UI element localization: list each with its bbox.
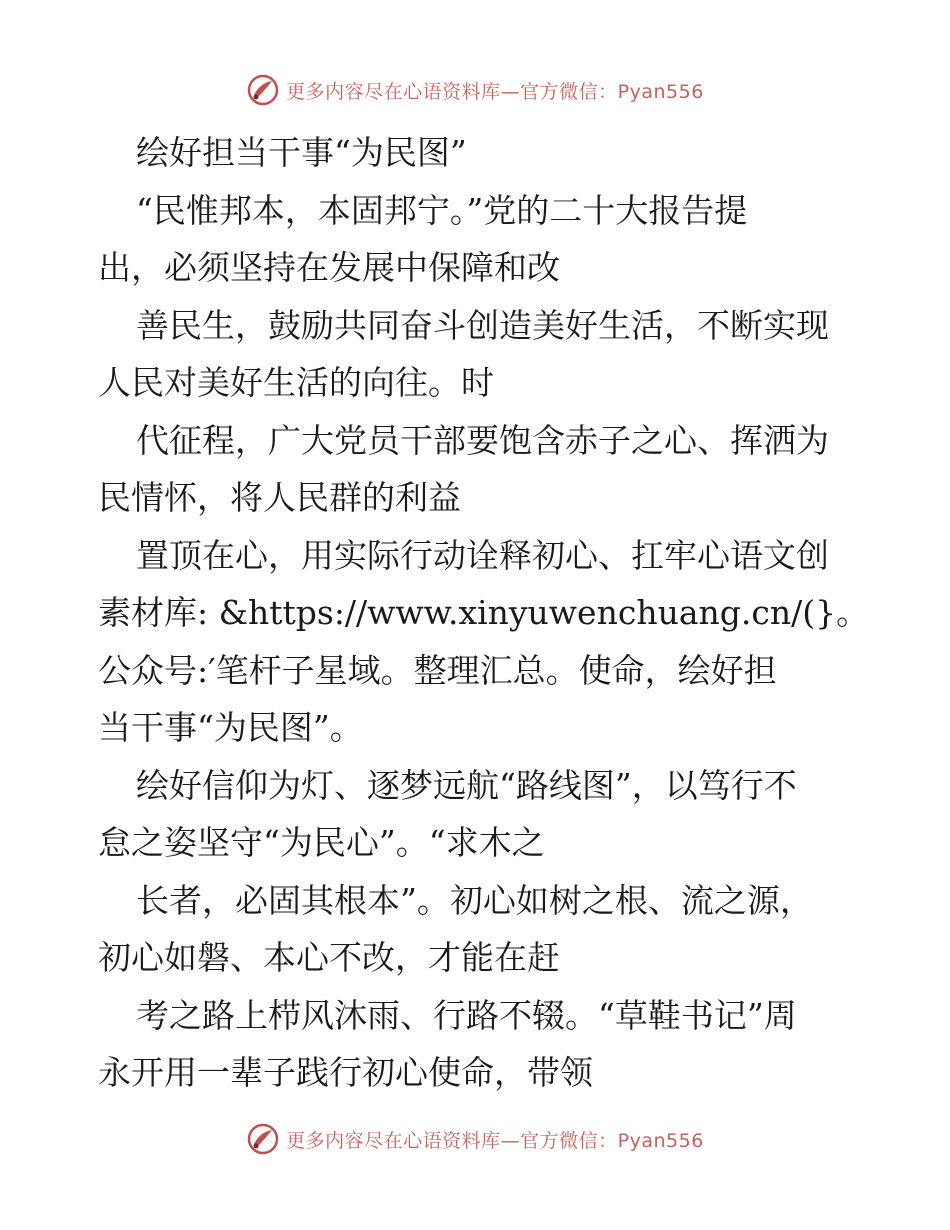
text-line: 置顶在心，用实际行动诠释初心、扛牢心语文创	[136, 535, 829, 575]
text-line: 永开用一辈子践行初心使命，带领	[98, 1053, 593, 1092]
text-line: 素材库: &https://www.xinyuwenchuang.cn/(}。	[98, 593, 870, 632]
footer-watermark	[0, 1119, 950, 1159]
document-body	[98, 124, 870, 1102]
text-line: 怠之姿坚守“为民心”。“求木之	[98, 823, 545, 862]
text-line: 当干事“为民图”。	[98, 708, 363, 747]
text-line: 公众号:′笔杆子星域。整理汇总。使命，绘好担	[98, 650, 777, 690]
text-line: 代征程，广大党员干部要饱含赤子之心、挥洒为	[136, 420, 829, 460]
text-line: 善民生，鼓励共同奋斗创造美好生活，不断实现	[136, 305, 829, 345]
text-line: 考之路上栉风沐雨、行路不辍。“草鞋书记”周	[136, 995, 797, 1035]
text-line: 绘好担当干事“为民图”	[136, 133, 467, 172]
header-watermark	[0, 70, 950, 110]
brush-logo-icon	[246, 1122, 280, 1156]
text-line: 长者，必固其根本”。初心如树之根、流之源，	[136, 880, 813, 920]
text-line: 民情怀，将人民群的利益	[98, 478, 461, 517]
text-line: 人民对美好生活的向往。时	[98, 363, 494, 402]
text-line: “民惟邦本，本固邦宁。”党的二十大报告提	[136, 190, 748, 230]
text-line: 初心如磐、本心不改，才能在赶	[98, 938, 560, 977]
watermark-text: 更多内容尽在心语资料库—官方微信：Pyan556	[286, 1129, 704, 1152]
text-line: 出，必须坚持在发展中保障和改	[98, 248, 560, 287]
brush-logo-icon	[246, 73, 280, 107]
text-line: 绘好信仰为灯、逐梦远航“路线图”，以笃行不	[136, 765, 797, 805]
watermark-text: 更多内容尽在心语资料库—官方微信：Pyan556	[286, 80, 704, 103]
